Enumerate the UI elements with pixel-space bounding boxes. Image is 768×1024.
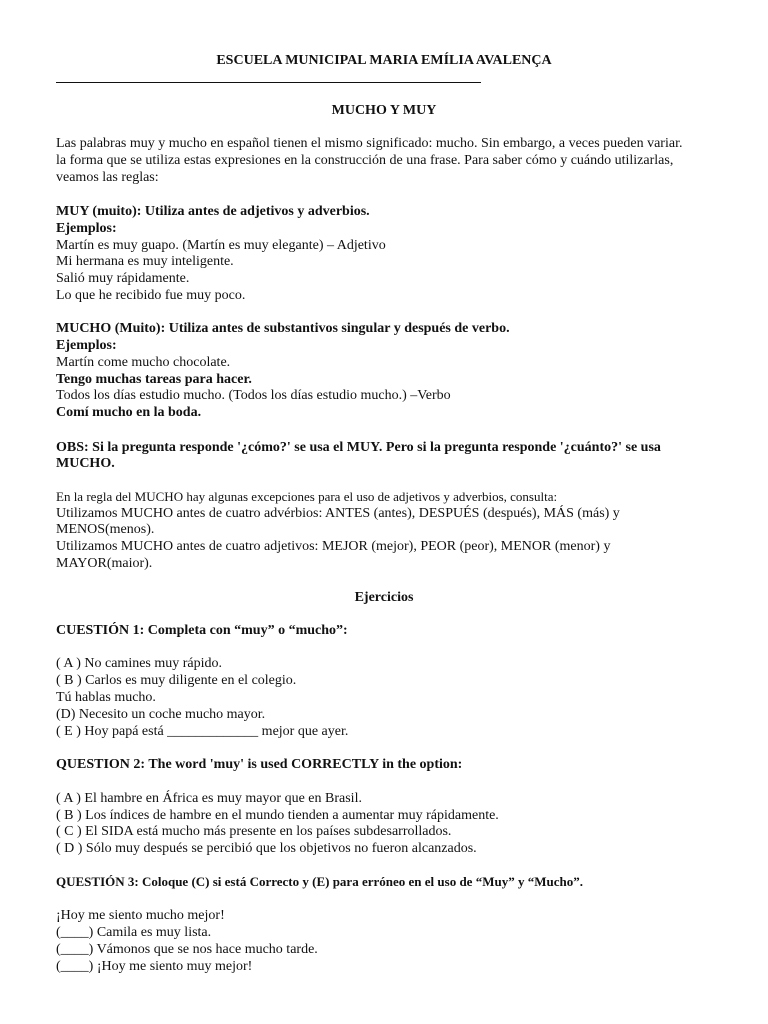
q1-item: ( A ) No camines muy rápido. <box>56 656 223 671</box>
muy-example: Mi hermana es muy inteligente. <box>56 254 234 269</box>
q2-item: ( C ) El SIDA está mucho más presente en los países subdesarrollados. <box>56 824 452 839</box>
exceptions-line: MAYOR(maior). <box>56 556 153 571</box>
q2-item: ( D ) Sólo muy después se percibió que los objetivos no fueron alcanzados. <box>56 841 477 856</box>
q1-item: ( B ) Carlos es muy diligente en el colegio. <box>56 673 297 688</box>
page-title: MUCHO Y MUY <box>331 103 437 118</box>
exceptions-line: MENOS(menos). <box>56 522 155 537</box>
q1-title: CUESTIÓN 1: Completa con “muy” o “mucho”: <box>56 623 348 638</box>
mucho-examples-label: Ejemplos: <box>56 338 117 353</box>
q3-item: (____) Camila es muy lista. <box>56 925 212 940</box>
intro-line-2: la forma que se utiliza estas expresiones en la construcción de una frase. Para saber cómo y cuándo utilizarlas, <box>56 153 674 168</box>
muy-example: Salió muy rápidamente. <box>56 271 190 286</box>
mucho-example: Comí mucho en la boda. <box>56 405 202 420</box>
mucho-example: Tengo muchas tareas para hacer. <box>56 372 252 387</box>
q3-item: ¡Hoy me siento mucho mejor! <box>56 908 225 923</box>
obs-line-2: MUCHO. <box>56 456 115 471</box>
q3-title: QUESTIÓN 3: Coloque (C) si está Correcto y (E) para erróneo en el uso de “Muy” y “Mucho”. <box>56 874 583 889</box>
mucho-example: Martín come mucho chocolate. <box>56 355 231 370</box>
exceptions-intro: En la regla del MUCHO hay algunas excepciones para el uso de adjetivos y adverbios, consulta: <box>56 489 558 504</box>
intro-line-3: veamos las reglas: <box>56 170 159 185</box>
obs-line-1: OBS: Si la pregunta responde '¿cómo?' se usa el MUY. Pero si la pregunta responde '¿cuánto?' se usa <box>56 440 661 455</box>
q2-title: QUESTION 2: The word 'muy' is used CORRECTLY in the option: <box>56 757 463 772</box>
muy-examples-label: Ejemplos: <box>56 221 117 236</box>
q1-item: Tú hablas mucho. <box>56 690 156 705</box>
q3-item: (____) Vámonos que se nos hace mucho tarde. <box>56 942 318 957</box>
q1-item: (D) Necesito un coche mucho mayor. <box>56 707 266 722</box>
q3-item: (____) ¡Hoy me siento muy mejor! <box>56 959 253 974</box>
q2-item: ( A ) El hambre en África es muy mayor que en Brasil. <box>56 791 362 806</box>
exceptions-line: Utilizamos MUCHO antes de cuatro advérbios: ANTES (antes), DESPUÉS (después), MÁS (más) y <box>56 506 620 521</box>
school-title: ESCUELA MUNICIPAL MARIA EMÍLIA AVALENÇA <box>216 53 552 68</box>
q1-item: ( E ) Hoy papá está _____________ mejor que ayer. <box>56 724 349 739</box>
muy-example: Martín es muy guapo. (Martín es muy elegante) – Adjetivo <box>56 238 386 253</box>
intro-line-1: Las palabras muy y mucho en español tienen el mismo significado: mucho. Sin embargo, a veces pueden variar. <box>56 136 683 151</box>
muy-example: Lo que he recibido fue muy poco. <box>56 288 246 303</box>
mucho-example: Todos los días estudio mucho. (Todos los días estudio mucho.) –Verbo <box>56 388 451 403</box>
exceptions-line: Utilizamos MUCHO antes de cuatro adjetivos: MEJOR (mejor), PEOR (peor), MENOR (menor) y <box>56 539 611 554</box>
muy-rule: MUY (muito): Utiliza antes de adjetivos y adverbios. <box>56 204 370 219</box>
mucho-rule: MUCHO (Muito): Utiliza antes de substantivos singular y después de verbo. <box>56 321 510 336</box>
q2-item: ( B ) Los índices de hambre en el mundo tienden a aumentar muy rápidamente. <box>56 808 499 823</box>
header-rule <box>56 82 481 83</box>
exercises-title: Ejercicios <box>354 590 414 605</box>
